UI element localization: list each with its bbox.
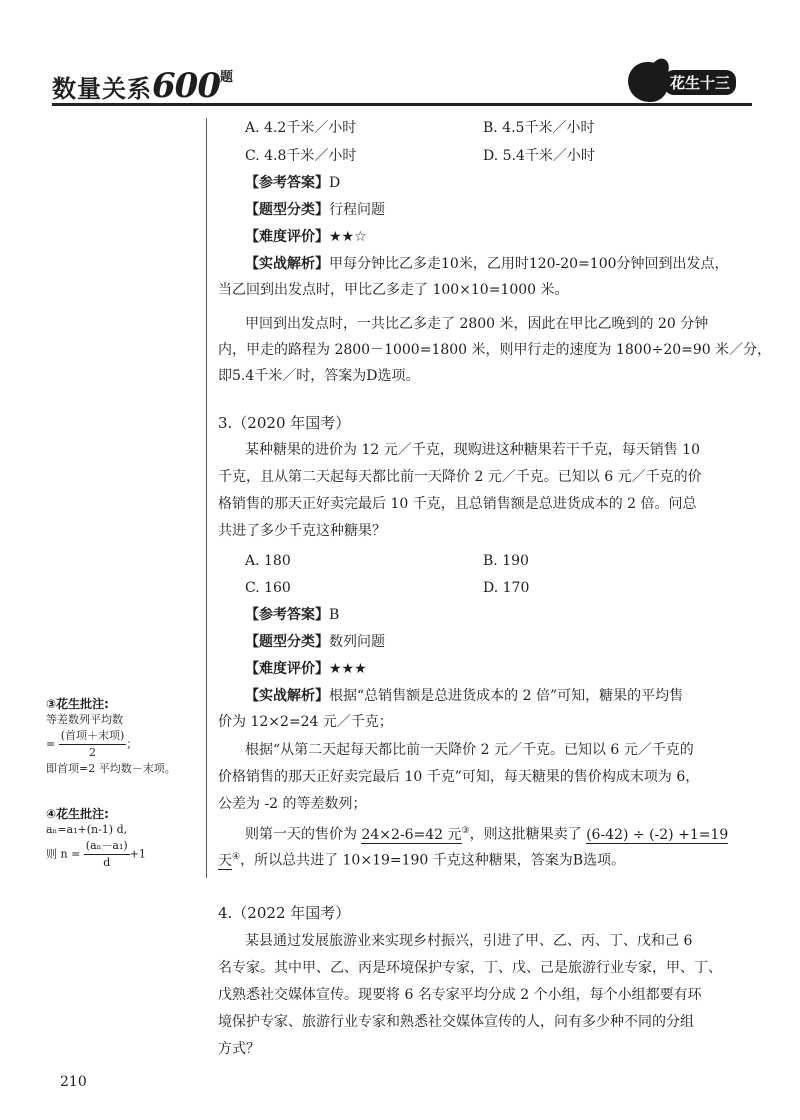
side-note-3-formula: [46, 728, 176, 761]
side-note-4-formula: [46, 838, 146, 871]
type-value: 行程问题: [329, 202, 385, 218]
q3-difficulty-row: [245, 659, 367, 679]
q4-stem-line-4: 境保护专家、旅游行业专家和熟悉社交媒体宣传的人，问有多少种不同的分组: [218, 1014, 694, 1030]
book-title-suffix: 题: [219, 70, 234, 85]
fraction-numerator: (aₙ－a₁): [84, 838, 130, 855]
q3-option-c: C. 160: [245, 580, 291, 596]
analysis-label: 【实战解析】: [245, 688, 329, 704]
answer-label: 【参考答案】: [245, 607, 329, 623]
q2-option-c: C. 4.8千米／小时: [245, 148, 357, 164]
side-note-3-line-1: 等差数列平均数: [46, 713, 123, 726]
formula-prefix: 则 n =: [46, 847, 81, 861]
fraction-numerator: (首项＋末项): [59, 728, 127, 745]
difficulty-label: 【难度评价】: [245, 229, 329, 245]
page-number: 210: [60, 1074, 87, 1090]
q3-stem-line-3: 格销售的那天正好卖完最后 10 千克，且总销售额是总进货成本的 2 倍。问总: [218, 496, 697, 512]
book-title-prefix: 数量关系: [52, 75, 152, 103]
q3-type-row: [245, 632, 385, 652]
difficulty-stars: ★★★: [329, 661, 367, 677]
note-ref-3: ③: [461, 826, 470, 836]
q2-analysis-line-2: 当乙回到出发点时，甲比乙多走了 100×10=1000 米。: [218, 282, 569, 298]
header-rule: [52, 103, 752, 106]
q3-heading: 3.（2020 年国考）: [218, 414, 351, 432]
type-label: 【题型分类】: [245, 202, 329, 218]
analysis-text: 根据“总销售额是总进货成本的 2 倍”可知，糖果的平均售: [329, 688, 684, 704]
formula-tail: ；: [126, 737, 138, 751]
fraction-denominator: d: [103, 856, 111, 869]
q3-stem-line-4: 共进了多少千克这种糖果？: [218, 523, 386, 539]
book-title: [52, 66, 234, 106]
q3-stem-line-1: 某种糖果的进价为 12 元／千克，现购进这种糖果若干千克，每天销售 10: [245, 442, 700, 458]
note-ref-4: ④: [232, 852, 241, 862]
difficulty-label: 【难度评价】: [245, 661, 329, 677]
formula-suffix: +1: [129, 847, 146, 861]
q3-analysis-line-6: [245, 821, 728, 845]
q3-option-b: B. 190: [483, 553, 529, 569]
underlined-calc-2: (6-42) ÷ (-2) +1=19: [586, 826, 729, 843]
q3-analysis-line-1: [245, 686, 683, 706]
q2-analysis-line-4: 内，甲走的路程为 2800－1000=1800 米，则甲行走的速度为 1800÷20=90 米／分，: [218, 342, 772, 358]
q2-analysis-line-3: 甲回到出发点时，一共比乙多走了 2800 米，因此在甲比乙晚到的 20 分钟: [245, 316, 709, 332]
text-fragment: 则第一天的售价为: [245, 826, 362, 843]
side-note-3-line-3: 即首项=2 平均数－末项。: [46, 762, 176, 775]
answer-label: 【参考答案】: [245, 175, 329, 191]
q2-type-row: [245, 200, 385, 220]
underlined-calc-1: 24×2-6=42 元: [361, 826, 462, 843]
q4-stem-line-5: 方式？: [218, 1041, 260, 1057]
q4-stem-line-1: 某县通过发展旅游业来实现乡村振兴，引进了甲、乙、丙、丁、戊和己 6: [245, 933, 693, 949]
side-note-4-title: ④花生批注:: [46, 807, 109, 821]
side-note-3-title: ③花生批注:: [46, 697, 109, 711]
q3-answer-row: [245, 605, 339, 625]
side-note-3: [46, 696, 176, 777]
q3-option-a: A. 180: [245, 553, 291, 569]
analysis-text: 甲每分钟比乙多走10米，乙用时120-20=100分钟回到出发点，: [329, 256, 729, 272]
q3-analysis-line-3: 根据“从第二天起每天都比前一天降价 2 元／千克。已知以 6 元／千克的: [245, 742, 694, 758]
margin-rule: [206, 118, 207, 878]
q2-analysis-line-5: 即5.4千米／时，答案为D选项。: [218, 368, 420, 384]
side-note-4: [46, 806, 146, 871]
logo-text: 花生十三: [664, 70, 736, 95]
fraction: [84, 838, 130, 871]
q2-option-d: D. 5.4千米／小时: [483, 148, 595, 164]
publisher-logo: [628, 58, 743, 104]
q3-stem-line-2: 千克，且从第二天起每天都比前一天降价 2 元／千克。已知以 6 元／千克的价: [218, 469, 702, 485]
q4-heading: 4.（2022 年国考）: [218, 904, 351, 922]
answer-value: B: [329, 607, 340, 623]
fraction: [59, 728, 127, 761]
fraction-denominator: 2: [89, 746, 97, 759]
q3-analysis-line-5: 公差为 -2 的等差数列；: [218, 796, 367, 812]
q4-stem-line-3: 戊熟悉社交媒体宣传。现要将 6 名专家平均分成 2 个小组，每个小组都要有环: [218, 987, 702, 1003]
answer-value: D: [329, 175, 341, 191]
q4-stem-line-2: 名专家。其中甲、乙、丙是环境保护专家，丁、戊、己是旅游行业专家，甲、丁、: [218, 960, 722, 976]
underlined-calc-3: 天: [218, 852, 232, 869]
q3-analysis-line-7: [218, 847, 625, 871]
q3-analysis-line-2: 价为 12×2=24 元／千克；: [218, 714, 393, 730]
equals-sign: =: [46, 737, 56, 751]
side-note-4-line-1: aₙ=a₁+(n-1) d,: [46, 823, 128, 836]
difficulty-stars: ★★☆: [329, 229, 367, 245]
q2-option-a: A. 4.2千米／小时: [245, 120, 357, 136]
q2-option-b: B. 4.5千米／小时: [483, 120, 595, 136]
analysis-label: 【实战解析】: [245, 256, 329, 272]
type-label: 【题型分类】: [245, 634, 329, 650]
q2-answer-row: [245, 173, 340, 193]
q3-analysis-line-4: 价格销售的那天正好卖完最后 10 千克”可知，每天糖果的售价构成末项为 6，: [218, 769, 700, 785]
text-fragment: ，则这批糖果卖了: [469, 826, 587, 843]
q3-option-d: D. 170: [483, 580, 530, 596]
type-value: 数列问题: [329, 634, 385, 650]
book-title-number: 600: [152, 66, 220, 106]
q2-analysis-line-1: [245, 254, 729, 274]
text-fragment: ，所以总共进了 10×19=190 千克这种糖果，答案为B选项。: [240, 852, 626, 869]
q2-difficulty-row: [245, 227, 367, 247]
